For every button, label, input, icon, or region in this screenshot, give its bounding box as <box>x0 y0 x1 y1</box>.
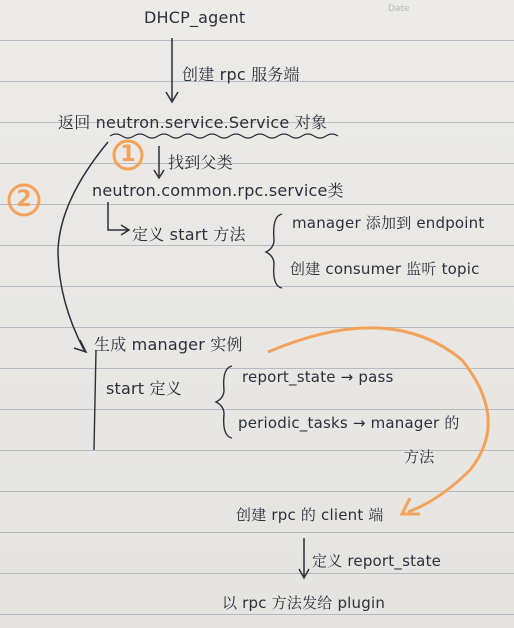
note-find-parent: 找到父类 <box>168 153 233 172</box>
marker-two: 2 <box>16 187 32 212</box>
note-periodic-tasks: periodic_tasks → manager 的 <box>238 414 460 432</box>
note-method: 方法 <box>404 448 435 466</box>
marker-one: 1 <box>120 142 136 167</box>
note-dhcp-agent: DHCP_agent <box>144 8 246 27</box>
note-define-start: 定义 start 方法 <box>132 225 246 244</box>
date-label: Date <box>388 4 410 14</box>
note-common-service: neutron.common.rpc.service类 <box>92 181 344 200</box>
note-create-rpc-server: 创建 rpc 服务端 <box>182 65 300 84</box>
note-create-consumer: 创建 consumer 监听 topic <box>290 260 480 278</box>
note-gen-manager: 生成 manager 实例 <box>94 335 243 354</box>
note-start-define: start 定义 <box>106 379 182 398</box>
note-define-report-state: 定义 report_state <box>312 552 442 570</box>
note-create-rpc-client: 创建 rpc 的 client 端 <box>236 506 384 524</box>
note-manager-endpoint: manager 添加到 endpoint <box>292 214 485 232</box>
note-send-plugin: 以 rpc 方法发给 plugin <box>222 594 386 612</box>
note-return-service: 返回 neutron.service.Service 对象 <box>58 113 328 132</box>
note-report-state: report_state → pass <box>242 368 394 386</box>
